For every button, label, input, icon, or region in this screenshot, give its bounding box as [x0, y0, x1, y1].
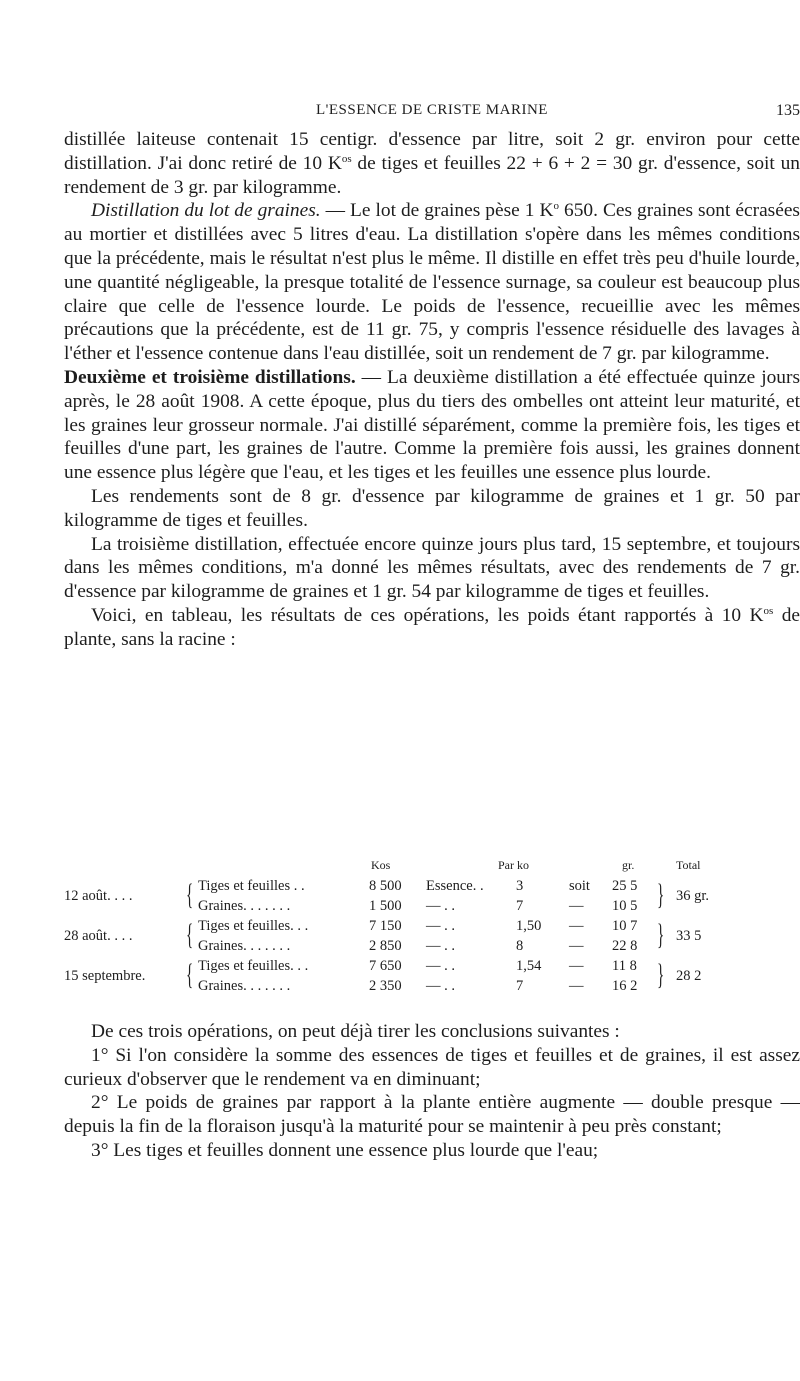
superscript: o [553, 200, 559, 213]
cell-gr: 16 2 [612, 978, 638, 994]
group-date: 12 août. . . . [64, 888, 133, 904]
cell-soit: — [569, 958, 584, 974]
cell-par-ko: 1,54 [516, 958, 542, 974]
conclusions-intro: De ces trois opérations, on peut déjà tirer les conclusions suivantes : [91, 1021, 620, 1042]
results-table [64, 858, 800, 1038]
cell-kos: 7 150 [369, 918, 402, 934]
group-total: 28 2 [676, 968, 702, 984]
paragraph-3-text: — La deuxième distillation a été effectuée quinze jours après, le 28 août 1908. A cette époque, plus du tiers des ombelles ont atteint leur maturité, et les graines leur grosseur normale. J'ai distillé séparément, comme la première fois, les tiges et feuilles d'une part, les graines de l'autre. Comme la première fois aussi, les graines donnent une essence plus légère que l'eau, et les tiges et les feuilles une essence plus lourde. [64, 366, 800, 484]
cell-part: Tiges et feuilles. . . [198, 918, 309, 934]
section-heading-bold: Deuxième et troisième distillations. [64, 366, 356, 388]
cell-essence: — . . [426, 918, 455, 934]
group-total: 33 5 [676, 928, 702, 944]
cell-kos: 7 650 [369, 958, 402, 974]
cell-par-ko: 1,50 [516, 918, 542, 934]
running-title: L'ESSENCE DE CRISTE MARINE [316, 102, 548, 118]
cell-gr: 10 7 [612, 918, 638, 934]
cell-par-ko: 7 [516, 978, 524, 994]
right-brace: } [657, 958, 665, 991]
cell-par-ko: 3 [516, 878, 524, 894]
paragraph-6-rest: de plante, sans la racine : [64, 604, 800, 650]
conclusion-2: 2° Le poids de graines par rapport à la plante entière augmente — double presque — depuis la fin de la floraison jusqu'à la maturité pour se maintenir à peu près constant; [64, 1092, 800, 1138]
cell-soit: — [569, 918, 584, 934]
right-brace: } [657, 918, 665, 951]
cell-gr: 11 8 [612, 958, 637, 974]
cell-essence: — . . [426, 958, 455, 974]
superscript: os [763, 604, 774, 617]
cell-soit: — [569, 938, 584, 954]
header-total: Total [676, 858, 701, 872]
paragraph-1-text: distillée laiteuse contenait 15 centigr. d'essence par litre, soit 2 gr. environ pour cette distillation. J'ai donc retiré de 10 K [64, 129, 800, 174]
section-heading-italic: Distillation du lot de graines. [91, 200, 321, 222]
table-header-row [64, 858, 800, 880]
cell-kos: 2 350 [369, 978, 402, 994]
cell-kos: 1 500 [369, 898, 402, 914]
cell-kos: 2 850 [369, 938, 402, 954]
cell-gr: 25 5 [612, 878, 638, 894]
paragraph-1-rest: de tiges et feuilles 22 + 6 + 2 = 30 gr. d'essence, soit un rendement de 3 gr. par kilogramme. [64, 152, 800, 198]
cell-part: Graines. . . . . . . [198, 978, 291, 994]
superscript: os [341, 152, 352, 165]
group-total: 36 gr. [676, 888, 710, 904]
cell-kos: 8 500 [369, 878, 402, 894]
page-number: 135 [776, 102, 800, 119]
cell-soit: — [569, 978, 584, 994]
cell-essence: — . . [426, 938, 455, 954]
header-par-ko: Par ko [498, 858, 529, 872]
header-kos: Kos [371, 858, 391, 872]
cell-essence: — . . [426, 898, 455, 914]
cell-part: Tiges et feuilles . . [198, 878, 305, 894]
cell-essence: — . . [426, 978, 455, 994]
left-brace: { [186, 878, 194, 911]
paragraph-4: Les rendements sont de 8 gr. d'essence par kilogramme de graines et 1 gr. 50 par kilogramme de tiges et feuilles. [64, 485, 800, 531]
paragraph-2-text: — Le lot de graines pèse 1 K [320, 200, 554, 222]
cell-par-ko: 7 [516, 898, 524, 914]
paragraph-2-rest: 650. Ces graines sont écrasées au mortier et distillées avec 5 litres d'eau. La distillation s'opère dans les mêmes conditions que la précédente, mais le résultat n'est plus le même. Il distille en effet très peu d'huile lourde, une quantité négligeable, la presque totalité de l'essence surnage, sa couleur est beaucoup plus claire que celle de l'essence lourde. Le poids de l'essence, recueillie avec les mêmes précautions que la précédente, est de 11 gr. 75, y compris l'essence résiduelle des lavages à l'éther et l'essence contenue dans l'eau distillée, soit un rendement de 7 gr. par kilogramme. [64, 200, 800, 365]
paragraph-6 [64, 604, 800, 652]
conclusion-3: 3° Les tiges et feuilles donnent une essence plus lourde que l'eau; [91, 1139, 599, 1161]
header-gr: gr. [622, 858, 635, 872]
cell-soit: soit [569, 878, 590, 894]
paragraph-2 [64, 199, 800, 366]
cell-par-ko: 8 [516, 938, 524, 954]
cell-part: Graines. . . . . . . [198, 938, 291, 954]
body-text [64, 128, 800, 652]
paragraph-3 [64, 366, 800, 485]
cell-gr: 10 5 [612, 898, 638, 914]
left-brace: { [186, 918, 194, 951]
page-header [64, 100, 800, 124]
cell-soit: — [569, 898, 584, 914]
left-brace: { [186, 958, 194, 991]
cell-gr: 22 8 [612, 938, 638, 954]
paragraph-5: La troisième distillation, effectuée encore quinze jours plus tard, 15 septembre, et toujours dans les mêmes conditions, m'a donné les mêmes résultats, avec des rendements de 7 gr. d'essence par kilogramme de graines et 1 gr. 54 par kilogramme de tiges et feuilles. [64, 533, 800, 603]
conclusions [64, 1020, 800, 1163]
cell-part: Graines. . . . . . . [198, 898, 291, 914]
paragraph-6-text: Voici, en tableau, les résultats de ces opérations, les poids étant rapportés à 10 K [91, 604, 764, 626]
right-brace: } [657, 878, 665, 911]
cell-part: Tiges et feuilles. . . [198, 958, 309, 974]
paragraph-1 [64, 128, 800, 199]
cell-essence: Essence. . [426, 878, 484, 894]
group-date: 28 août. . . . [64, 928, 133, 944]
group-date: 15 septembre. [64, 968, 146, 984]
conclusion-1: 1° Si l'on considère la somme des essences de tiges et feuilles et de graines, il est assez curieux d'observer que le rendement va en diminuant; [64, 1044, 800, 1090]
